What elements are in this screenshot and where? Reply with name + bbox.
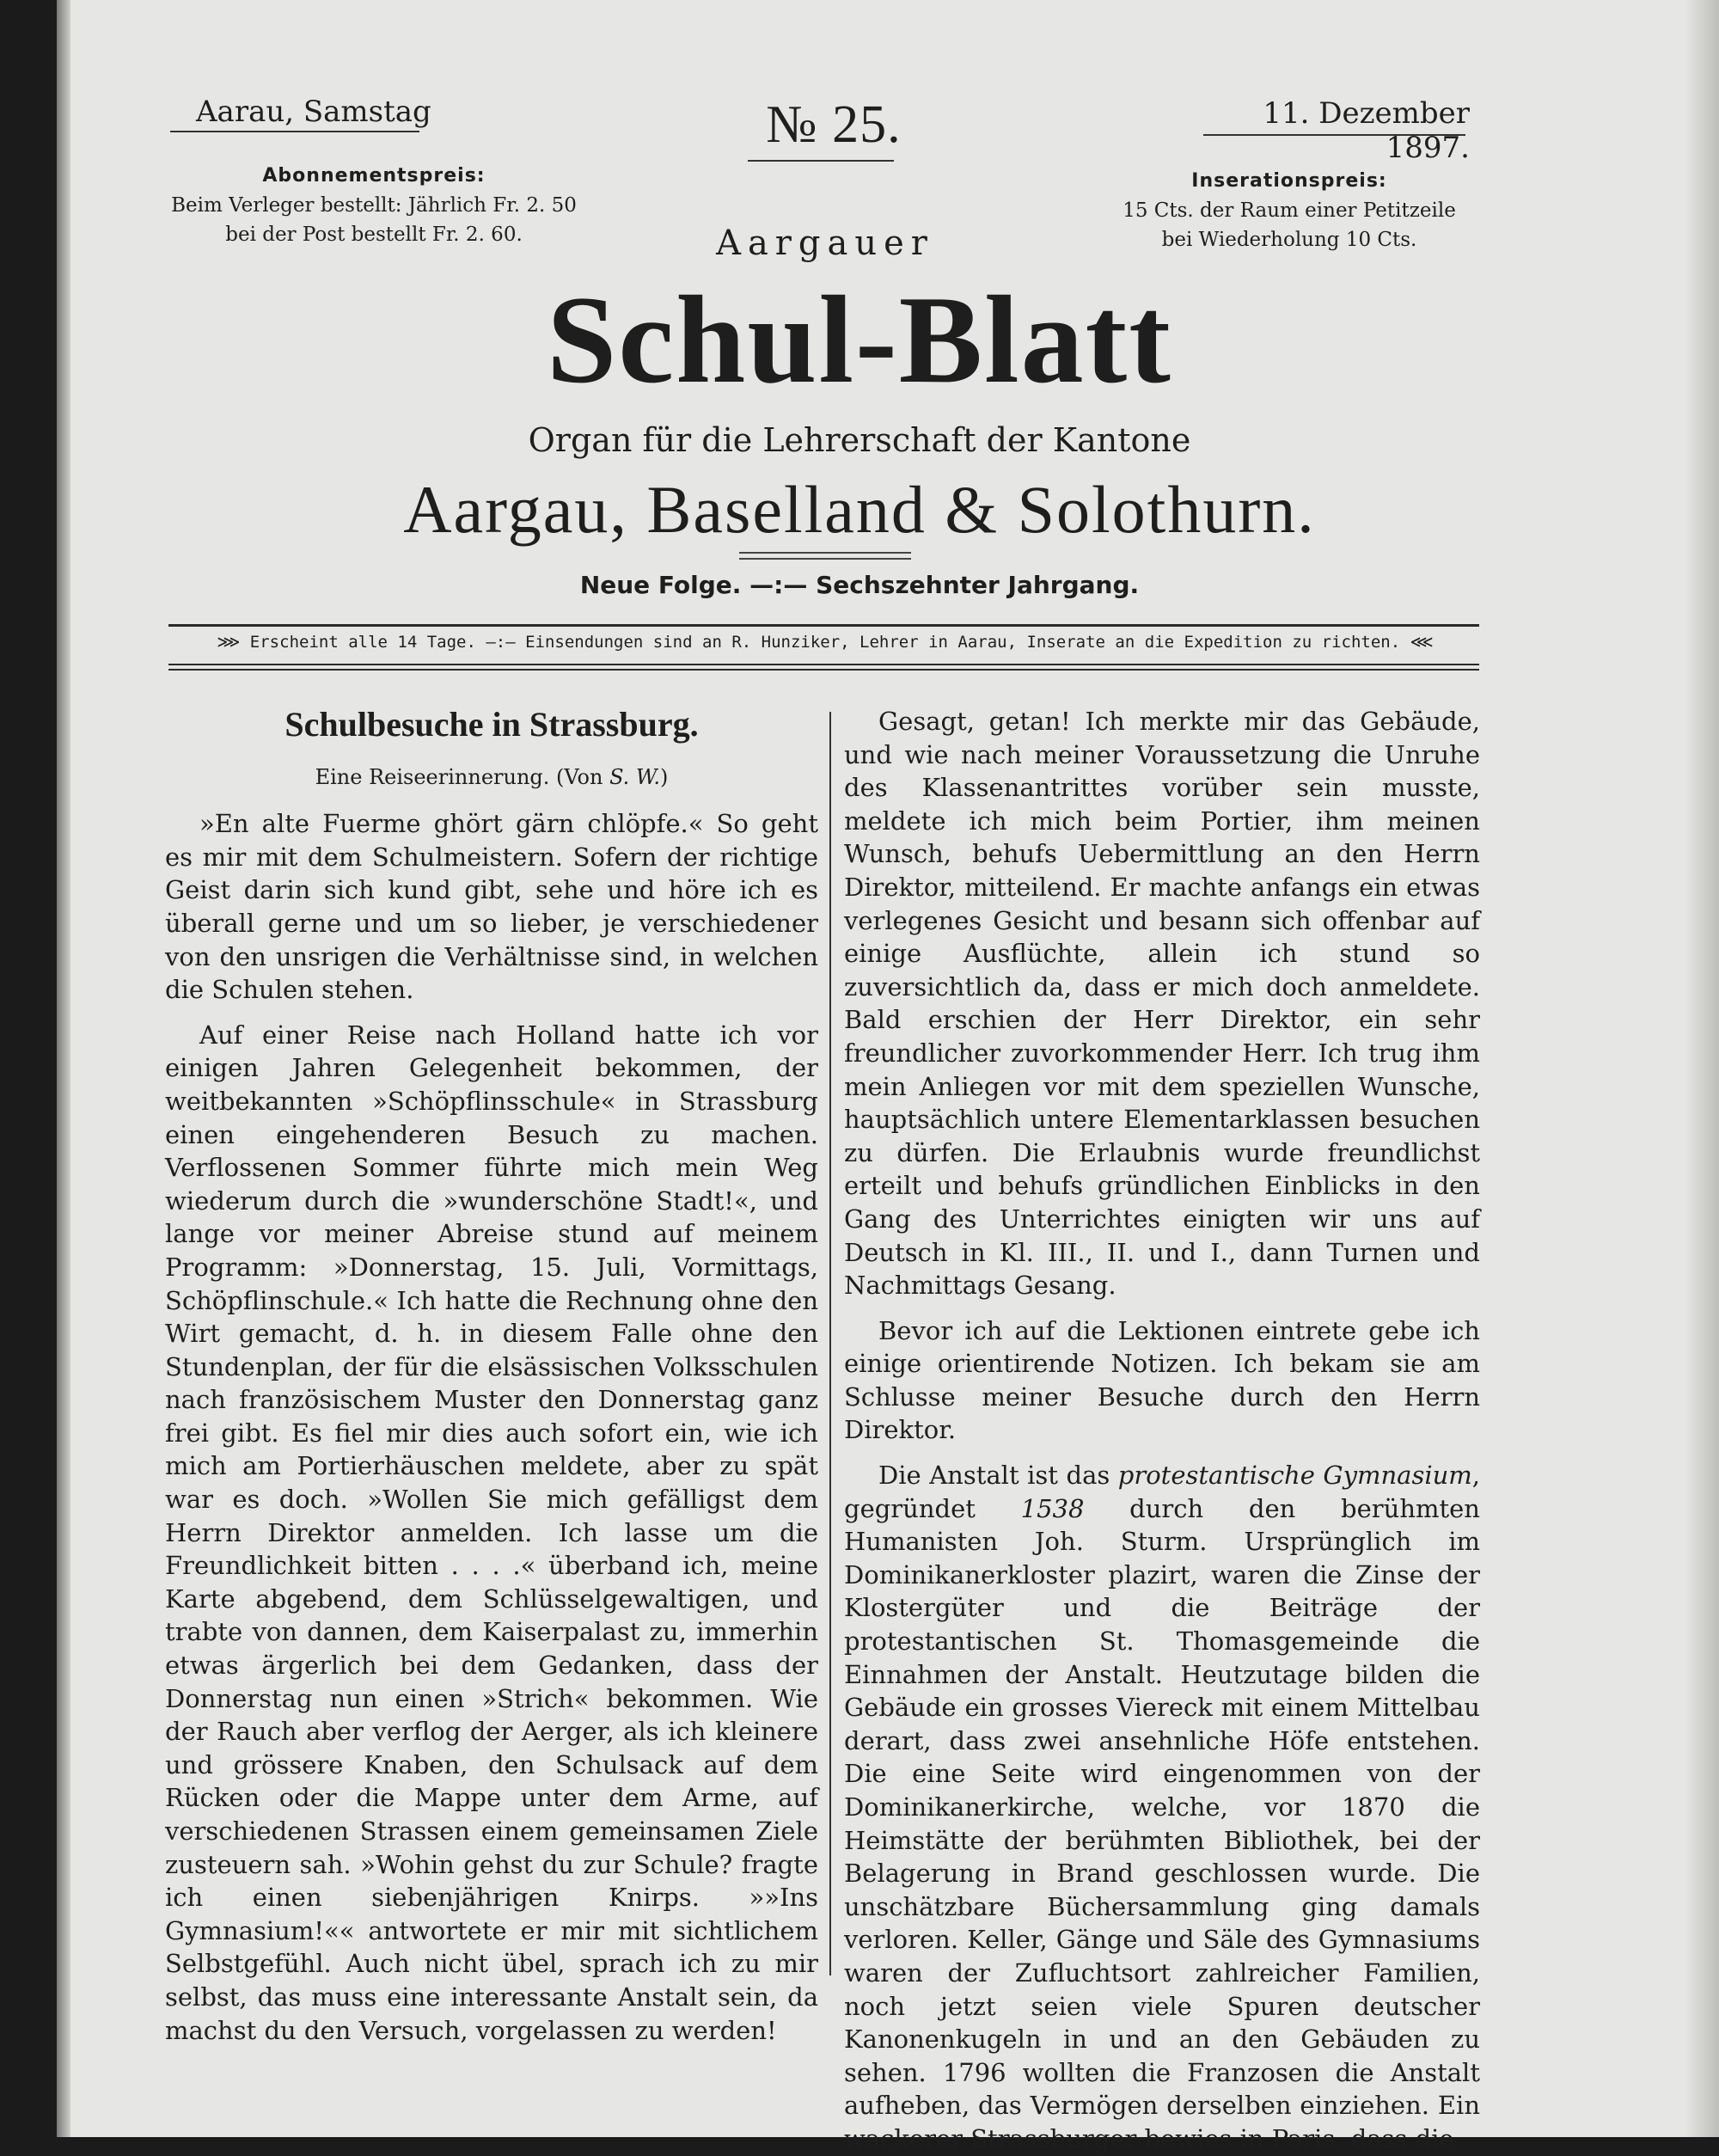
band-rule-top: [168, 624, 1479, 627]
text-run: durch den berühmten Humanisten Joh. Sturm. Ursprünglich im Dominikanerkloster plazirt, waren die Zinse der Klostergüter und die Beiträge der protestantischen St. Thomasgemeinde die Einnahmen der Anstalt. Heutzutage bilden die Gebäude ein grosses Viereck mit einem Mittelbau derart, dass zwei ansehnliche Höfe entstehen. Die eine Seite wird eingenommen von der Dominikanerkirche, welche, vor 1870 die Heimstätte der berühmten Bibliothek, bei der Belagerung in Brand geschlossen wurde. Die unschätzbare Büchersammlung ging damals verloren. Keller, Gänge und Säle des Gymnasiums waren der Zufluchtsort zahlreicher Familien, noch jetzt seien viele Spuren deutscher Kanonenkugeln in und an den Gebäuden zu sehen. 1796 wollten die Franzosen die Anstalt aufheben, das Vermögen derselben einziehen. Ein wackerer Strassburger bewies in Paris, dass die: [844, 1493, 1480, 2153]
subscription-box: [163, 162, 584, 249]
paragraph: [844, 1459, 1480, 2155]
subscription-line-2: bei der Post bestellt Fr. 2. 60.: [225, 224, 523, 246]
insertion-box: [1100, 167, 1478, 254]
insertion-line-1: 15 Cts. der Raum einer Petitzeile: [1123, 199, 1456, 222]
band-rule-bottom: [168, 664, 1479, 671]
masthead-organ: Organ für die Lehrerschaft der Kantone: [528, 421, 1191, 459]
notice-band: ⋙ Erscheint alle 14 Tage. —:— Einsendungen sind an R. Hunziker, Lehrer in Aarau, Inserate an die Expedition zu richten. ⋘: [217, 633, 1434, 652]
emphasis-school: protestantische Gymnasium: [1117, 1461, 1472, 1491]
page-edge-shadow: [1685, 0, 1719, 2137]
paragraph: Auf einer Reise nach Holland hatte ich vor einigen Jahren Gelegenheit bekommen, der weitbekannten »Schöpflinsschule« in Strassburg einen eingehenderen Besuch zu machen. Verflossenen Sommer führte mich mein Weg wiederum durch die »wunderschöne Stadt!«, und lange vor meiner Abreise stund auf meinem Programm: »Donnerstag, 15. Juli, Vormittags, Schöpflinschule.« Ich hatte die Rechnung ohne den Wirt gemacht, d. h. in diesem Falle ohne den Stundenplan, der für die elsässischen Volksschulen nach französischem Muster den Donnerstag ganz frei gibt. Es fiel mir dies auch sofort ein, wie ich mich am Portierhäuschen meldete, aber zu spät war es doch. »Wollen Sie mich gefälligst dem Herrn Direktor anmelden. Ich lasse um die Freundlichkeit bitten . . . .« überband ich, meine Karte abgebend, dem Schlüsselgewaltigen, und trabte von dannen, dem Kaiserpalast zu, immerhin etwas ärgerlich bei dem Gedanken, dass der Donnerstag nun einen »Strich« bekommen. Wie der Rauch aber verflog der Aerger, als ich kleinere und grössere Knaben, den Schulsack auf dem Rücken oder die Mappe unter dem Arme, auf verschiedenen Strassen einem gemeinsamen Ziele zusteuern sah. »Wohin gehst du zur Schule? fragte ich einen siebenjährigen Knirps. »»Ins Gymnasium!«« antwortete er mir mit sichtlichem Selbstgefühl. Auch nicht übel, sprach ich zu mir selbst, das muss eine interessante Anstalt sein, da machst du den Versuch, vorgelassen zu werden!: [165, 1020, 818, 2045]
article-title: Schulbesuche in Strassburg.: [284, 705, 699, 744]
book-gutter: [57, 0, 70, 2137]
insertion-line-2: bei Wiederholung 10 Cts.: [1161, 229, 1417, 251]
subtitle-suffix: ): [660, 764, 669, 789]
issue-number: № 25.: [766, 95, 902, 154]
emphasis-year: 1538: [1020, 1493, 1085, 1523]
article-subtitle: [165, 761, 818, 794]
subscription-line-1: Beim Verleger bestellt: Jährlich Fr. 2. 50: [171, 194, 577, 217]
issue-rule: [748, 160, 894, 162]
text-run: , gegründet: [844, 1461, 1481, 1523]
issue-date: 11. Dezember 1897.: [1263, 96, 1470, 165]
masthead-cantons: Aargau, Baselland & Solothurn.: [403, 472, 1316, 547]
paragraph: Bevor ich auf die Lektionen eintrete gebe ich einige orientirende Notizen. Ich bekam sie am Schlusse meiner Besuche durch den Herrn Direktor.: [844, 1315, 1480, 1445]
column-right: [844, 705, 1480, 2156]
insertion-heading: Inserationspreis:: [1191, 170, 1387, 192]
column-divider: [829, 712, 831, 1975]
place-rule: [170, 131, 419, 132]
masthead-title: Schul-Blatt: [547, 270, 1172, 409]
subtitle-prefix: Eine Reiseerinnerung. (Von: [315, 764, 603, 789]
date-rule: [1203, 134, 1465, 136]
paragraph: »En alte Fuerme ghört gärn chlöpfe.« So geht es mir mit dem Schulmeistern. Sofern der richtige Geist darin sich kund gibt, sehe und höre ich es überall gerne und um so lieber, je verschiedener von den unsrigen die Verhältnisse sind, in welchen die Schulen stehen.: [165, 809, 818, 1005]
masthead-kicker: Aargauer: [716, 224, 934, 263]
place-day: Aarau, Samstag: [196, 95, 431, 129]
series-line: Neue Folge. —:— Sechszehnter Jahrgang.: [579, 571, 1140, 599]
subtitle-author: S. W.: [609, 764, 661, 789]
double-rule: [739, 552, 911, 560]
subscription-heading: Abonnementspreis:: [262, 165, 486, 187]
paragraph: Gesagt, getan! Ich merkte mir das Gebäude, und wie nach meiner Voraussetzung die Unruhe des Klassenantrittes vorüber sein musste, meldete ich mich beim Portier, ihm meinen Wunsch, behufs Uebermittlung an den Herrn Direktor, mitteilend. Er machte anfangs ein etwas verlegenes Gesicht und besann sich offenbar auf einige Ausflüchte, allein ich stund so zuversichtlich da, dass er mich doch anmeldete. Bald erschien der Herr Direktor, ein sehr freundlicher zuvorkommender Herr. Ich trug ihm mein Anliegen vor mit dem speziellen Wunsche, hauptsächlich untere Elementarklassen besuchen zu dürfen. Die Erlaubnis wurde freundlichst erteilt und behufs gründlichen Einblicks in den Gang des Unterrichtes einigten wir uns auf Deutsch in Kl. III., II. und I., dann Turnen und Nachmittags Gesang.: [844, 707, 1480, 1301]
text-run: Die Anstalt ist das: [878, 1461, 1118, 1491]
column-left: [165, 705, 818, 2047]
